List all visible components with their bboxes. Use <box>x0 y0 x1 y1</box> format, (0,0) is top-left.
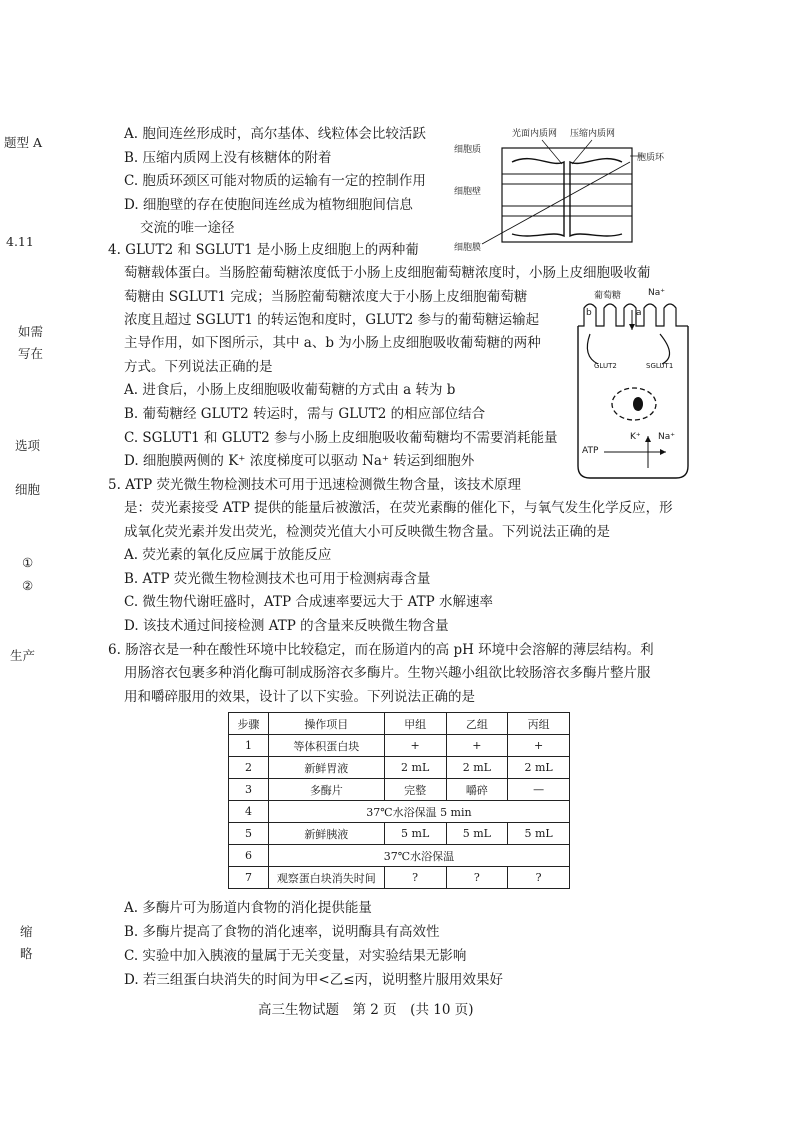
table-cell: 6 <box>229 845 269 867</box>
margin-note: 略 <box>20 946 33 961</box>
table-cell: 2 mL <box>508 757 570 779</box>
label-glut2: GLUT2 <box>594 362 617 370</box>
table-cell: — <box>508 779 570 801</box>
q6-stem-line: 用和嚼碎服用的效果，设计了以下实验。下列说法正确的是 <box>124 689 475 705</box>
q4-stem-line: 主导作用，如下图所示，其中 a、b 为小肠上皮细胞吸收葡萄糖的两种 <box>124 335 541 351</box>
margin-note: 细胞 <box>15 482 41 497</box>
table-row <box>229 845 570 867</box>
margin-note: 写在 <box>18 346 44 361</box>
table-header: 操作项目 <box>268 713 384 735</box>
label-sglut1: SGLUT1 <box>646 362 674 370</box>
q6-stem-line: 用肠溶衣包裹多种消化酶可制成肠溶衣多酶片。生物兴趣小组欲比较肠溶衣多酶片整片服 <box>124 665 651 681</box>
label-a: a <box>636 308 642 318</box>
table-cell: 完整 <box>384 779 446 801</box>
table-cell: ? <box>446 867 508 889</box>
table-cell: 新鲜胃液 <box>268 757 384 779</box>
q6-stem-line: 6. 肠溶衣是一种在酸性环境中比较稳定，而在肠道内的高 pH 环境中会溶解的薄层结构。利 <box>108 642 654 658</box>
label-k: K⁺ <box>630 432 641 442</box>
table-row <box>229 757 570 779</box>
q3-option-b: B. 压缩内质网上没有核糖体的附着 <box>124 150 332 166</box>
table-cell: 2 mL <box>384 757 446 779</box>
table-cell: 观察蛋白块消失时间 <box>268 867 384 889</box>
q4-option-a: A. 进食后，小肠上皮细胞吸收葡萄糖的方式由 a 转为 b <box>124 382 456 398</box>
q6-option-a: A. 多酶片可为肠道内食物的消化提供能量 <box>124 900 372 916</box>
label-na-out: Na⁺ <box>658 432 675 442</box>
margin-note: 缩 <box>20 924 33 939</box>
table-row <box>229 823 570 845</box>
q4-stem-line: 方式。下列说法正确的是 <box>124 359 273 375</box>
label-b: b <box>586 308 592 318</box>
table-cell: 5 mL <box>384 823 446 845</box>
q5-stem-line: 成氧化荧光素并发出荧光，检测荧光值大小可反映微生物含量。下列说法正确的是 <box>124 524 610 540</box>
table-cell-merged: 37℃水浴保温 <box>268 845 569 867</box>
table-cell: 7 <box>229 867 269 889</box>
table-cell: 等体积蛋白块 <box>268 735 384 757</box>
q4-stem-line: 4. GLUT2 和 SGLUT1 是小肠上皮细胞上的两种葡 <box>108 242 419 258</box>
label-cell-wall: 细胞壁 <box>454 187 482 197</box>
label-na: Na⁺ <box>648 288 665 298</box>
table-cell-merged: 37℃水浴保温 5 min <box>268 801 569 823</box>
table-cell: 2 mL <box>446 757 508 779</box>
q4-option-b: B. 葡萄糖经 GLUT2 转运时，需与 GLUT2 的相应部位结合 <box>124 406 486 422</box>
q4-stem-line: 萄糖载体蛋白。当肠腔葡萄糖浓度低于小肠上皮细胞葡萄糖浓度时，小肠上皮细胞吸收葡 <box>124 265 651 281</box>
plasmodesmata-figure <box>452 124 665 254</box>
margin-note: 生产 <box>10 648 36 663</box>
table-row <box>229 735 570 757</box>
table-cell: + <box>446 735 508 757</box>
table-cell: ? <box>384 867 446 889</box>
table-cell: 3 <box>229 779 269 801</box>
margin-note: ② <box>22 578 34 593</box>
q6-option-b: B. 多酶片提高了食物的消化速率，说明酶具有高效性 <box>124 924 440 940</box>
q5-option-a: A. 荧光素的氧化反应属于放能反应 <box>124 547 332 563</box>
q5-stem-line: 5. ATP 荧光微生物检测技术可用于迅速检测微生物含量，该技术原理 <box>108 477 522 493</box>
margin-note: 题型 A <box>4 135 43 150</box>
table-cell: + <box>508 735 570 757</box>
experiment-table <box>228 712 570 889</box>
q5-option-c: C. 微生物代谢旺盛时，ATP 合成速率要远大于 ATP 水解速率 <box>124 594 494 610</box>
table-cell: 新鲜胰液 <box>268 823 384 845</box>
table-cell: 5 mL <box>508 823 570 845</box>
table-header: 甲组 <box>384 713 446 735</box>
label-glucose: 葡萄糖 <box>594 291 622 301</box>
table-cell: 嚼碎 <box>446 779 508 801</box>
table-cell: 多酶片 <box>268 779 384 801</box>
label-compressed-er: 压缩内质网 <box>570 129 616 139</box>
table-row <box>229 801 570 823</box>
q4-option-c: C. SGLUT1 和 GLUT2 参与小肠上皮细胞吸收葡萄糖均不需要消耗能量 <box>124 430 558 446</box>
table-header-row <box>229 713 570 735</box>
q6-option-c: C. 实验中加入胰液的量属于无关变量，对实验结果无影响 <box>124 948 467 964</box>
q5-option-d: D. 该技术通过间接检测 ATP 的含量来反映微生物含量 <box>124 618 449 634</box>
table-row <box>229 867 570 889</box>
plasmodesmata-diagram <box>452 124 665 254</box>
q3-option-a: A. 胞间连丝形成时，高尔基体、线粒体会比较活跃 <box>124 126 426 142</box>
label-cell-membrane: 细胞膜 <box>454 243 482 253</box>
q3-option-d: D. 细胞壁的存在使胞间连丝成为植物细胞间信息 <box>124 197 413 213</box>
q4-stem-line: 浓度且超过 SGLUT1 的转运饱和度时，GLUT2 参与的葡萄糖运输起 <box>124 312 540 328</box>
label-atp: ATP <box>582 446 599 456</box>
table-cell: ? <box>508 867 570 889</box>
q3-option-c: C. 胞质环颈区可能对物质的运输有一定的控制作用 <box>124 173 426 189</box>
margin-note: 4.11 <box>6 234 34 249</box>
page-footer: 高三生物试题 第 2 页 (共 10 页) <box>258 1002 474 1018</box>
intestinal-cell-figure <box>568 286 698 486</box>
margin-note: 如需 <box>18 324 44 339</box>
q5-option-b: B. ATP 荧光微生物检测技术也可用于检测病毒含量 <box>124 571 431 587</box>
table-cell: 5 <box>229 823 269 845</box>
table-header: 乙组 <box>446 713 508 735</box>
table-row <box>229 779 570 801</box>
table-header: 步骤 <box>229 713 269 735</box>
table-cell: 4 <box>229 801 269 823</box>
label-cytoplasm-ring: 胞质环 <box>637 153 665 163</box>
q5-stem-line: 是：荧光素接受 ATP 提供的能量后被激活，在荧光素酶的催化下，与氧气发生化学反应，形 <box>124 500 673 516</box>
label-cytoplasm: 细胞质 <box>454 145 482 155</box>
table-cell: 5 mL <box>446 823 508 845</box>
table-cell: 2 <box>229 757 269 779</box>
margin-note: ① <box>22 555 34 570</box>
q4-option-d: D. 细胞膜两侧的 K⁺ 浓度梯度可以驱动 Na⁺ 转运到细胞外 <box>124 453 475 469</box>
table-header: 丙组 <box>508 713 570 735</box>
q3-option-d-cont: 交流的唯一途径 <box>140 220 235 236</box>
table-cell: + <box>384 735 446 757</box>
q4-stem-line: 萄糖由 SGLUT1 完成；当肠腔葡萄糖浓度大于小肠上皮细胞葡萄糖 <box>124 289 528 305</box>
margin-note: 选项 <box>15 438 41 453</box>
q6-option-d: D. 若三组蛋白块消失的时间为甲<乙≤丙，说明整片服用效果好 <box>124 972 504 988</box>
label-smooth-er: 光面内质网 <box>512 129 558 139</box>
table-cell: 1 <box>229 735 269 757</box>
